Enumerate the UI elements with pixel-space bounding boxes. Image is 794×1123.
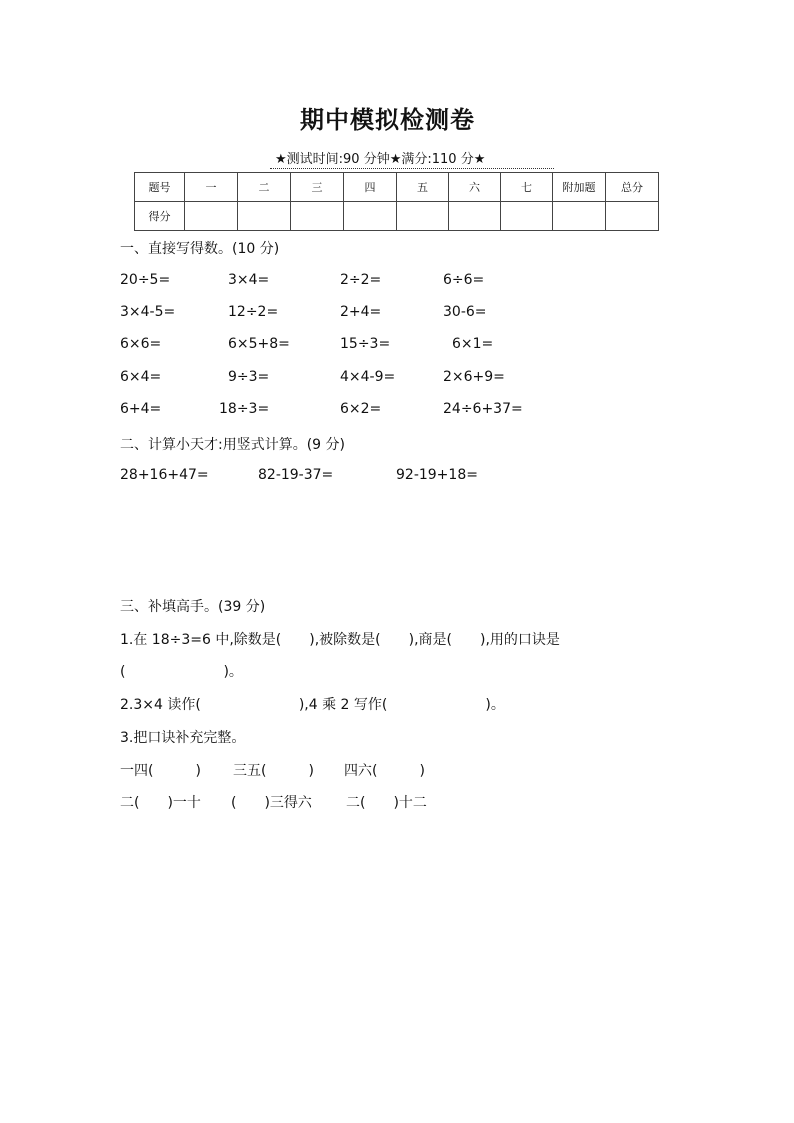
problem: 15÷3= — [340, 336, 391, 352]
score-header-cell: 五 — [397, 173, 449, 202]
problem: 6÷6= — [443, 272, 485, 288]
vertical-calc-problem: 28+16+47= — [120, 467, 209, 483]
problem: 2÷2= — [340, 272, 382, 288]
rhyme-blank: 四六( ) — [344, 763, 425, 779]
exam-info: ★测试时间:90 分钟★满分:110 分★ — [275, 152, 486, 167]
score-cell[interactable] — [344, 202, 397, 231]
score-cell[interactable] — [238, 202, 291, 231]
score-header-cell: 二 — [238, 173, 291, 202]
problem: 9÷3= — [228, 369, 270, 385]
score-header-cell: 总分 — [606, 173, 659, 202]
score-header-cell: 题号 — [135, 173, 185, 202]
section3-heading: 三、补填高手。(39 分) — [120, 599, 266, 615]
score-cell[interactable] — [397, 202, 449, 231]
rhyme-blank: 一四( ) — [120, 763, 201, 779]
rhyme-blank: 二( )十二 — [346, 795, 427, 811]
score-header-cell: 四 — [344, 173, 397, 202]
problem: 20÷5= — [120, 272, 171, 288]
problem: 6×5+8= — [228, 336, 290, 352]
score-cell[interactable] — [501, 202, 553, 231]
problem: 18÷3= — [219, 401, 270, 417]
score-header-cell: 附加题 — [553, 173, 606, 202]
score-table-score-row — [135, 202, 659, 231]
subtitle-underline — [270, 168, 554, 169]
fill-blank-question-3: 3.把口诀补充完整。 — [120, 730, 246, 746]
score-row-label: 得分 — [135, 202, 185, 231]
problem: 30-6= — [443, 304, 487, 320]
score-header-cell: 一 — [185, 173, 238, 202]
score-cell[interactable] — [449, 202, 501, 231]
score-header-cell: 三 — [291, 173, 344, 202]
fill-blank-question-1-cont: ( )。 — [120, 664, 243, 680]
score-table-header-row — [135, 173, 659, 202]
problem: 6×6= — [120, 336, 162, 352]
section1-heading: 一、直接写得数。(10 分) — [120, 241, 280, 257]
score-cell[interactable] — [185, 202, 238, 231]
score-header-cell: 七 — [501, 173, 553, 202]
vertical-calc-problem: 82-19-37= — [258, 467, 334, 483]
score-header-cell: 六 — [449, 173, 501, 202]
rhyme-blank: 三五( ) — [233, 763, 314, 779]
score-cell[interactable] — [291, 202, 344, 231]
page-title: 期中模拟检测卷 — [300, 106, 475, 134]
problem: 3×4= — [228, 272, 270, 288]
rhyme-blank: ( )三得六 — [231, 795, 312, 811]
problem: 6×4= — [120, 369, 162, 385]
score-table — [134, 172, 659, 231]
problem: 12÷2= — [228, 304, 279, 320]
problem: 2×6+9= — [443, 369, 505, 385]
rhyme-blank: 二( )一十 — [120, 795, 201, 811]
problem: 2+4= — [340, 304, 382, 320]
section2-heading: 二、计算小天才:用竖式计算。(9 分) — [120, 437, 345, 453]
score-cell[interactable] — [553, 202, 606, 231]
problem: 24÷6+37= — [443, 401, 523, 417]
problem: 6×1= — [452, 336, 494, 352]
fill-blank-question-1: 1.在 18÷3=6 中,除数是( ),被除数是( ),商是( ),用的口诀是 — [120, 632, 560, 648]
vertical-calc-problem: 92-19+18= — [396, 467, 478, 483]
problem: 6+4= — [120, 401, 162, 417]
score-cell[interactable] — [606, 202, 659, 231]
fill-blank-question-2: 2.3×4 读作( ),4 乘 2 写作( )。 — [120, 697, 505, 713]
problem: 4×4-9= — [340, 369, 396, 385]
problem: 6×2= — [340, 401, 382, 417]
problem: 3×4-5= — [120, 304, 176, 320]
